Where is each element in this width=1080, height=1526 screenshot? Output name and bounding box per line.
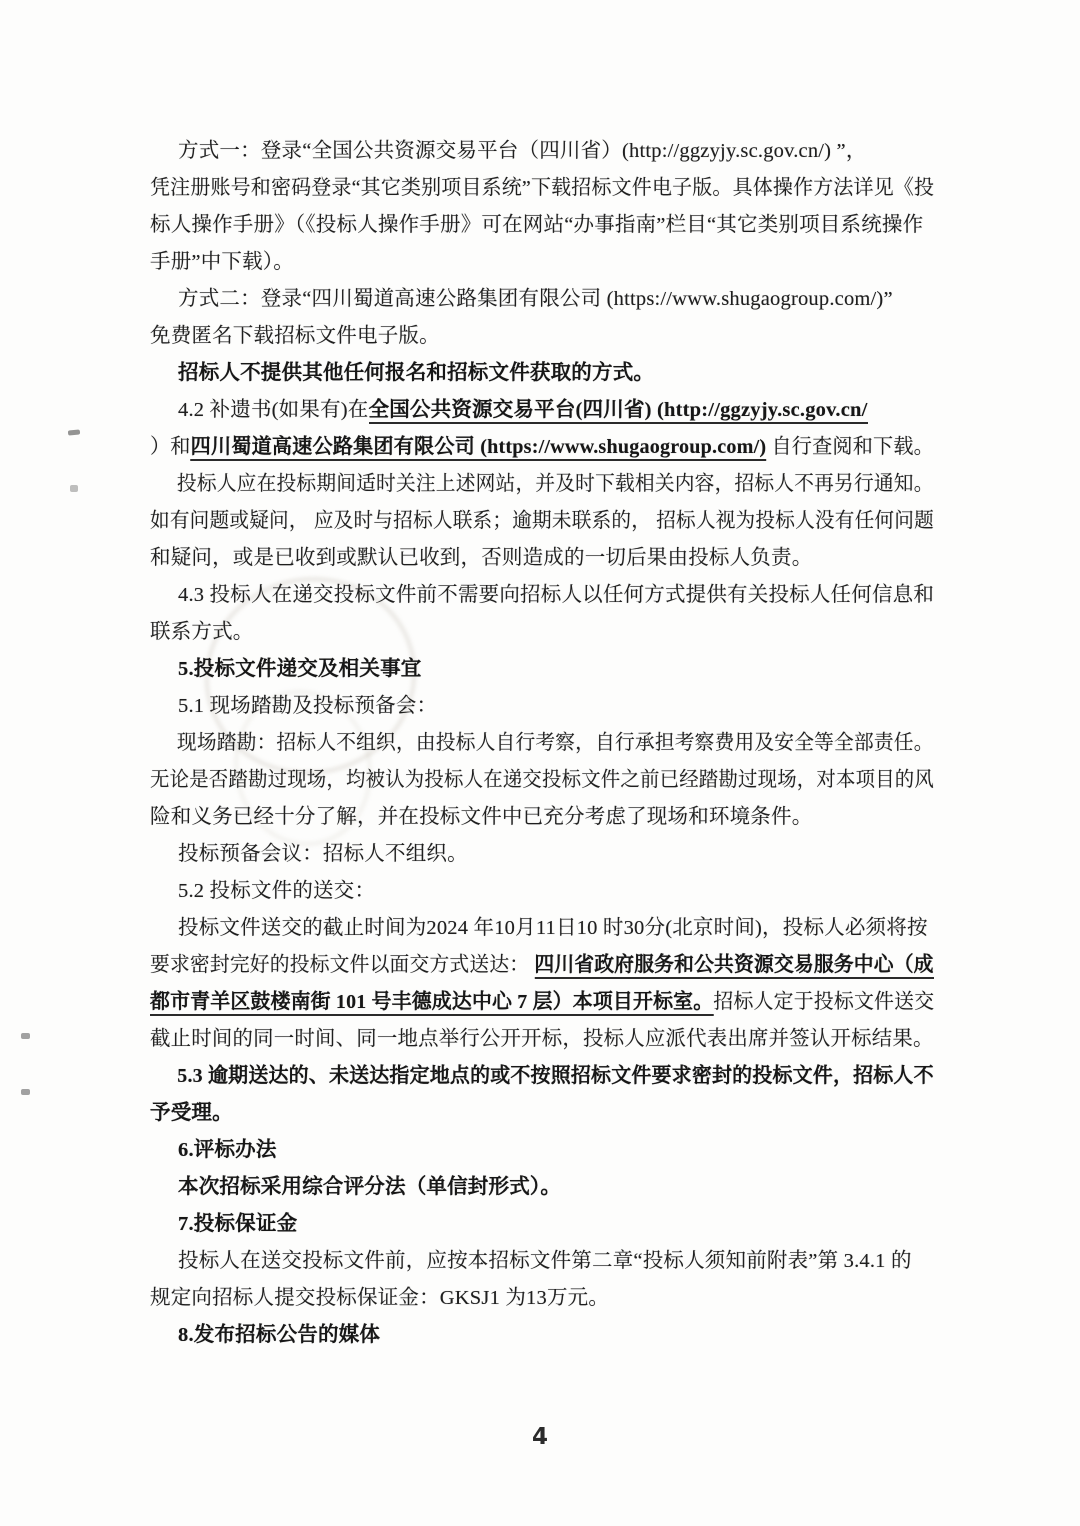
text-segment: 四川蜀道高速公路集团有限公司 (https://www.shugaogroup.com/) [191, 436, 767, 461]
text-line [150, 836, 934, 873]
text-segment: 方式二：登录“四川蜀道高速公路集团有限公司 (https://www.shugaogroup.com/)” [178, 288, 893, 310]
text-line [150, 429, 934, 466]
text-line [150, 133, 934, 170]
text-segment: 8.发布招标公告的媒体 [178, 1324, 381, 1346]
text-segment: 方式一：登录“全国公共资源交易平台（四川省）(http://ggzyjy.sc.gov.cn/) ”， [178, 140, 867, 162]
text-line [150, 281, 934, 318]
text-segment: 凭注册账号和密码登录“其它类别项目系统”下载招标文件电子版。具体操作方法详见《投 [150, 177, 935, 199]
text-segment: 5.投标文件递交及相关事宜 [178, 658, 422, 680]
text-segment: 现场踏勘：招标人不组织，由投标人自行考察，自行承担考察费用及安全等全部责任。 [176, 732, 934, 754]
text-segment: 5.2 投标文件的送交： [178, 880, 376, 902]
text-segment: 予受理。 [150, 1102, 233, 1124]
text-line [150, 244, 934, 281]
text-line [150, 762, 934, 799]
text-line [150, 577, 934, 614]
text-segment: 险和义务已经十分了解，并在投标文件中已充分考虑了现场和环境条件。 [150, 806, 813, 828]
text-segment: 招标人定于投标文件送交 [713, 991, 935, 1013]
text-segment: 投标人在送交投标文件前，应按本招标文件第二章“投标人须知前附表”第 3.4.1 的 [178, 1250, 912, 1272]
text-segment: ）和 [150, 436, 191, 458]
text-segment: 四川省政府服务和公共资源交易服务中心（成 [534, 954, 933, 979]
text-segment: 4.2 补遗书(如果有)在 [178, 399, 369, 421]
text-segment: 截止时间的同一时间、同一地点举行公开开标，投标人应派代表出席并签认开标结果。 [150, 1028, 934, 1050]
document-lines [150, 133, 934, 1354]
text-segment: 招标人不提供其他任何报名和招标文件获取的方式。 [178, 362, 655, 384]
text-line [150, 1169, 934, 1206]
text-line [150, 1280, 934, 1317]
text-segment: 要求密封完好的投标文件以面交方式送达： [150, 954, 535, 976]
text-segment: 5.3 逾期送达的、未送达指定地点的或不按照招标文件要求密封的投标文件，招标人不 [177, 1065, 934, 1087]
text-line [150, 540, 934, 577]
text-segment: 投标预备会议：招标人不组织。 [178, 843, 468, 865]
text-line [150, 1095, 934, 1132]
text-line [150, 1058, 934, 1095]
scan-speck [21, 1089, 30, 1095]
text-segment: 本次招标采用综合评分法（单信封形式）。 [178, 1176, 562, 1198]
text-line [150, 392, 934, 429]
text-segment: 投标人应在投标期间适时关注上述网站，并及时下载相关内容，招标人不再另行通知。 [176, 473, 934, 495]
text-segment: 手册”中下载）。 [150, 251, 294, 273]
text-line [150, 170, 935, 207]
text-segment: 投标文件送交的截止时间为2024 年10月11日10 时30分(北京时间)，投标人必须将按 [178, 917, 928, 939]
text-line [150, 725, 934, 762]
text-segment: 4.3 投标人在递交投标文件前不需要向招标人以任何方式提供有关投标人任何信息和 [178, 584, 935, 606]
page-number: 4 [531, 1424, 548, 1450]
text-line [150, 355, 934, 392]
scan-speck [70, 485, 78, 492]
text-line [150, 614, 934, 651]
text-line [150, 1243, 934, 1280]
text-line [150, 651, 934, 688]
text-line [150, 688, 934, 725]
scan-speck [21, 1033, 30, 1039]
text-line [150, 207, 934, 244]
text-line [150, 984, 935, 1021]
scan-speck [68, 429, 80, 435]
text-line [150, 318, 934, 355]
text-segment: 如有问题或疑问， 应及时与招标人联系；逾期未联系的， 招标人视为投标人没有任何问题 [150, 510, 934, 532]
text-segment: 自行查阅和下载。 [766, 436, 934, 458]
text-segment: 免费匿名下载招标文件电子版。 [150, 325, 440, 347]
text-segment: 标人操作手册》（《投标人操作手册》可在网站“办事指南”栏目“其它类别项目系统操作 [150, 214, 924, 236]
text-line [150, 1206, 934, 1243]
text-line [150, 503, 934, 540]
text-segment: 6.评标办法 [178, 1139, 277, 1161]
text-segment: 7.投标保证金 [178, 1213, 298, 1235]
text-segment: 联系方式。 [150, 621, 254, 643]
text-segment: 5.1 现场踏勘及投标预备会： [178, 695, 438, 717]
text-line [150, 466, 934, 503]
text-segment: 和疑问，或是已收到或默认已收到，否则造成的一切后果由投标人负责。 [150, 547, 813, 569]
text-line [150, 873, 934, 910]
text-line [150, 799, 934, 836]
text-line [150, 910, 934, 947]
text-segment: 无论是否踏勘过现场，均被认为投标人在递交投标文件之前已经踏勘过现场，对本项目的风 [150, 769, 934, 791]
text-line [150, 1317, 934, 1354]
text-line [150, 1021, 934, 1058]
text-segment: 规定向招标人提交投标保证金：GKSJ1 为13万元。 [150, 1287, 610, 1309]
text-line [150, 1132, 934, 1169]
text-line [150, 947, 934, 984]
text-segment: 全国公共资源交易平台(四川省) (http://ggzyjy.sc.gov.cn/ [369, 399, 868, 424]
text-segment: 都市青羊区鼓楼南街 101 号丰德成达中心 7 层）本项目开标室。 [150, 991, 713, 1016]
